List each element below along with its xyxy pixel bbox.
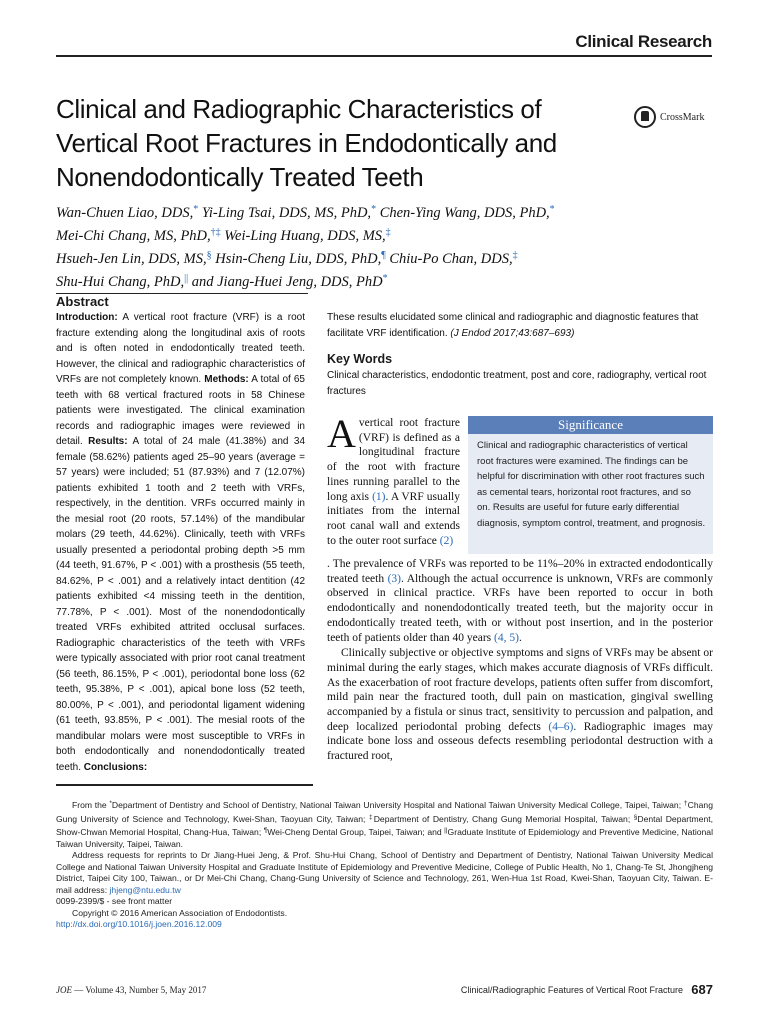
author: Chen-Ying Wang, DDS, PhD, [376, 205, 550, 221]
author: and Jiang-Huei Jeng, DDS, PhD [188, 274, 383, 290]
abstract-results: A total of 24 male (41.38%) and 34 female (58.62%) patients aged 25–90 years (average = 57 years) were included; 51 (87.93%) and 7 (12.07%) patients exhibited 1 tooth and 2 teeth with VRFs, respectively, in the dentition. VRFs occurred mainly in the mesial root (20 roots, 57.14%) of the mandibular molars (29 teeth, 44.62%). Clinically, teeth with VRFs usually presented a periodontal probing depth >5 mm (44 teeth, 91.67%, P < .001) with a prosthesis (55 teeth, 84.62%, P < .001) and a relatively intact dentition (42 patients exhibited <4 missing teeth in the dentition, 77.78%, P < .001). Most of the nonendodontically treated VRFs exhibited attrited occlusal surfaces. Radiographic characteristics of the teeth with VRFs were typically associated with prior root canal treatment (56 teeth, 86.15%, P < .001), periodontal bone loss (62 teeth, 95.38%, P < .001), apical bone loss (52 teeth, 80.00%, P < .001), and periodontal ligament widening (61 teeth, 93.85%, P < .001). The mesial roots of the mandibular molars were most susceptible to VRFs in both endodontically and nonendodontically treated teeth. [56, 436, 306, 773]
citation-link[interactable]: (4, 5) [494, 631, 519, 644]
significance-text: Clinical and radiographic characteristics of vertical root fractures were examined. The findings can be helpful for discrimination with other root fractures such as cemental tears, horizontal root fractures, and so on. Results are useful for future early differential diagnosis, symptom control, treatment, and prognosis. [477, 440, 706, 529]
affiliation-mark[interactable]: * [371, 204, 377, 215]
title-line: Nonendodontically Treated Teeth [56, 162, 424, 192]
header-rule [56, 55, 712, 57]
footnote-mark: * [109, 800, 112, 807]
footnote-mark: † [683, 800, 688, 807]
footnote-rule [56, 784, 313, 786]
author: Hsueh-Jen Lin, DDS, MS, [56, 251, 207, 267]
footnote-text: Address requests for reprints to Dr Jiang-Huei Jeng, & Prof. Shu-Hui Chang, School of Dentistry and Department of Dentistry, National Taiwan University Medical College and National Taiwan University Hospital and Graduate Institute of Epidemiology and Preventive Medicine, College of Public Health, No 1, Chang-Te St, Jhongjheng District, Taipei City 100, Taiwan., or Dr Mei-Chi Chang, Chang-Gung University of Science and Technology, 261, Wen-Hua 1st Road, Kwei-Shan, Taoyuan City, Taiwan. E-mail address: [56, 850, 713, 895]
page-footer [56, 982, 713, 1000]
footnote-mark: ¶ [263, 827, 268, 834]
keywords-heading: Key Words [327, 352, 393, 366]
crossmark-icon [634, 106, 656, 128]
author: Wan-Chuen Liao, DDS, [56, 205, 194, 221]
email-link[interactable]: jhjeng@ntu.edu.tw [109, 884, 181, 895]
significance-heading: Significance [468, 416, 713, 434]
footnote-text: Graduate Institute of Epidemiology and Preventive Medicine, National Taiwan University, Taipei, Taiwan. [56, 827, 713, 849]
abstract-intro-label: Introduction: [56, 312, 118, 323]
citation-link[interactable]: (2) [439, 534, 454, 547]
affiliation-mark[interactable]: ‡ [512, 250, 518, 261]
abstract-conclusions: These results elucidated some clinical and radiographic and diagnostic features that facilitate VRF identification. [327, 312, 699, 339]
page-number: 687 [691, 982, 713, 997]
body-text: Clinically subjective or objective symptoms and signs of VRFs may be absent or minimal during the early stages, which makes accurate diagnosis of VRFs difficult. As the exacerbation of root fracture develops, patients often suffer from discomfort, mild pain near the fractured tooth, dull pain on mastication, gingival swelling accompanied by a fistula or sinus tract, sensitivity to percussion and palpation, and deep localized periodontal probing defects [327, 647, 713, 733]
body-text: . [518, 631, 522, 644]
abstract-intro: A vertical root fracture (VRF) is a root fracture extending along the longitudinal axis of roots and is often noted in endodontically treated teeth. However, the clinical and radiographic characteristics of VRFs are not completely known. [56, 312, 305, 385]
issue-info: — Volume 43, Number 5, May 2017 [72, 985, 207, 995]
issn: 0099-2399/$ - see front matter [56, 896, 173, 906]
crossmark-label: CrossMark [660, 111, 705, 123]
abstract-heading: Abstract [56, 294, 109, 309]
footnote-mark: ‡ [368, 813, 374, 821]
journal-abbrev: JOE [56, 985, 72, 995]
title-line: Clinical and Radiographic Characteristics of [56, 94, 542, 124]
footnotes [56, 798, 713, 931]
affiliation-mark[interactable]: || [184, 273, 189, 284]
author-list [56, 200, 696, 292]
body-text: . A VRF usually initiates from the internal root canal wall and extends to the outer root surface [327, 490, 460, 547]
body-text: vertical root fracture (VRF) is defined as a longitudinal fracture of the root with fracture lines running parallel to the long axis [327, 417, 460, 503]
body-text: . Although the actual occurrence is unknown, VRFs are commonly observed in clinical practice. VRFs have been reported to occur in both endodontically and nonendodontically treated teeth, but the majority occur in endodontically treated teeth, with or without post insertion, and in the posterior teeth of patients older than 40 years [327, 572, 713, 644]
affiliation-mark[interactable]: § [206, 250, 212, 261]
affiliation-mark[interactable]: * [193, 204, 199, 215]
intro-paragraph-narrow [327, 411, 460, 548]
footnote-mark: || [444, 827, 448, 834]
significance-box [468, 416, 713, 554]
footnote-text: Department of Dentistry, Chang Gung Memorial Hospital, Taiwan; [373, 813, 634, 824]
footnote-text: Dental Department, Show-Chwan Memorial Hospital, Chang-Hua, Taiwan; [56, 813, 714, 837]
author-line [56, 246, 696, 269]
author: Yi-Ling Tsai, DDS, MS, PhD, [198, 205, 372, 221]
intro-paragraph-wide [327, 557, 713, 764]
affiliation-mark[interactable]: ¶ [381, 250, 386, 261]
abstract-citation: (J Endod 2017;43:687–693) [450, 327, 575, 339]
author-line [56, 223, 696, 246]
citation-link[interactable]: (1) [372, 490, 386, 503]
abstract-methods-label: Methods: [201, 374, 249, 385]
abstract-results-label: Results: [88, 436, 128, 447]
author-line [56, 269, 696, 292]
footnote-text: From the [72, 800, 110, 810]
footnote-text: Chang Gung University of Science and Technology, Kwei-Shan, Taoyuan City, Taiwan; [56, 800, 713, 824]
affiliation-mark[interactable]: * [382, 273, 388, 284]
abstract-text [56, 310, 305, 775]
drop-cap: A [327, 411, 356, 456]
body-text: . Radiographic images may indicate bone loss and osseous defects resembling periodontal destruction with a fractured root, [327, 720, 714, 763]
author: Mei-Chi Chang, MS, PhD, [56, 228, 211, 244]
running-title: Clinical/Radiographic Features of Vertical Root Fracture [460, 985, 683, 995]
affiliation-mark[interactable]: †‡ [210, 227, 221, 238]
keywords-text: Clinical characteristics, endodontic treatment, post and core, radiography, vertical root fractures [327, 370, 707, 397]
citation-link[interactable]: (4–6) [548, 720, 574, 733]
reprint-address [56, 850, 713, 896]
author: Wei-Ling Huang, DDS, MS, [220, 228, 386, 244]
title-line: Vertical Root Fractures in Endodontically and [56, 128, 557, 158]
footnote-text: Wei-Cheng Dental Group, Taipei, Taiwan; and [267, 827, 445, 837]
crossmark-badge[interactable] [634, 104, 718, 130]
author: Chiu-Po Chan, DDS, [385, 251, 513, 267]
affiliation-mark[interactable]: ‡ [385, 227, 391, 238]
body-text: . The prevalence of VRFs was reported to be 11%–20% in extracted endodontically treated teeth [327, 558, 713, 585]
citation-link[interactable]: (3) [387, 572, 401, 585]
author: Shu-Hui Chang, PhD, [56, 274, 185, 290]
footnote-text: Department of Dentistry and School of Dentistry, National Taiwan University Hospital and National Taiwan University Medical College, Taipei, Taiwan; [111, 800, 684, 810]
copyright: Copyright © 2016 American Association of Endodontists. [72, 907, 288, 918]
article-title [56, 92, 576, 194]
abstract-conclusions-label: Conclusions: [81, 761, 148, 773]
footnote-mark: § [633, 813, 638, 821]
footer-journal-info [56, 985, 206, 995]
section-label: Clinical Research [575, 32, 712, 51]
author: Hsin-Cheng Liu, DDS, PhD, [211, 251, 382, 267]
author-line [56, 200, 696, 223]
abstract-continued [327, 310, 713, 341]
affiliations [56, 798, 713, 850]
abstract-methods: A total of 65 teeth with 68 vertical fractured roots in 58 Chinese patients were investigated. The clinical examination records and radiographic images were reviewed in detail. [56, 374, 305, 447]
doi-link[interactable]: http://dx.doi.org/10.1016/j.joen.2016.12.009 [56, 919, 222, 929]
affiliation-mark[interactable]: * [549, 204, 555, 215]
